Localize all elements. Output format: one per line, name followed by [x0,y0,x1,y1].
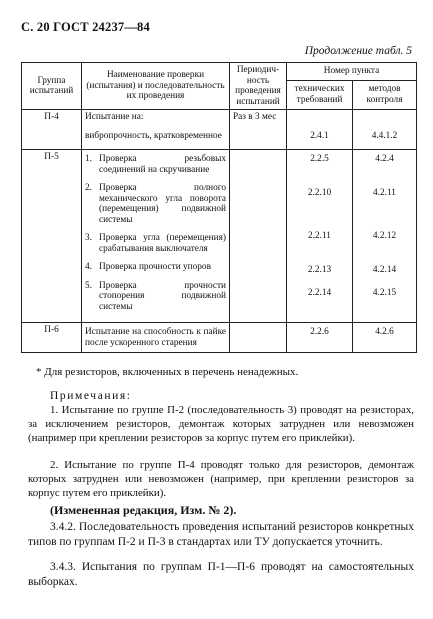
table-row [22,323,417,353]
test-groups-table [21,62,417,353]
paragraph-3-4-2: 3.4.2. Последовательность проведения испытаний резисторов конкретных типов по группам П-2 и П-3 в стандартах или ТУ допускается уточнить. [28,521,414,548]
header-periodicity: Периодич-ность проведения испытаний [230,63,287,110]
method-cell: 4.2.6 [353,323,417,353]
note-2: 2. Испытание по группе П-4 проводят только для резисторов, демонтаж которых затруднен или невозможен (например, при креплении резисторов за корпус путем его приклейки). [28,459,414,500]
header-tech-requirements: технических требований [287,80,353,109]
method-cell: 4.2.4 4.2.11 4.2.12 4.2.14 4.2.15 [353,150,417,323]
method-cell: 4.4.1.2 [353,110,417,150]
test-item-text: вибропрочность, кратковременное [85,130,222,141]
group-cell: П-6 [22,323,82,353]
table-row [22,110,417,150]
header-group: Группа испытаний [22,63,82,110]
page-title: С. 20 ГОСТ 24237—84 [21,20,150,34]
periodicity-cell: Раз в 3 мес [230,110,287,150]
test-item: 2. Проверка полного механического угла поворота (перемещения) подвижной системы [85,183,226,225]
header-name: Наименование проверки (испытания) и последовательность их проведения [82,63,230,110]
periodicity-cell [230,323,287,353]
group-cell: П-5 [22,150,82,323]
header-control-methods: методов контроля [353,80,417,109]
test-item: Испытание на способность к пайке после ускоренного старения [85,327,226,348]
table-row [22,150,417,323]
test-intro: Испытание на: [85,112,144,122]
name-cell [82,110,230,150]
tech-req-cell: 2.2.5 2.2.10 2.2.11 2.2.13 2.2.14 [287,150,353,323]
notes-title: Примечания: [50,390,132,402]
table-footnote: * Для резисторов, включенных в перечень ненадежных. [36,366,299,378]
test-item: 1. Проверка резьбовых соединений на скручивание [85,154,226,175]
note-1: 1. Испытание по группе П-2 (последовательность 3) проводят на резисторах, за исключением резисторов, демонтаж которых затруднен или невозможен (например при креплении резисторов за корпус путем его приклейки). [28,404,414,445]
test-item: 4. Проверка прочности упоров [85,262,211,272]
name-cell [82,150,230,323]
table-continuation-label: Продолжение табл. 5 [304,45,412,57]
header-item-number: Номер пункта [287,63,417,81]
tech-req-cell: 2.2.6 [287,323,353,353]
test-item: 3. Проверка угла (перемещения) срабатывания выключателя [85,233,226,254]
tech-req-cell: 2.4.1 [287,110,353,150]
paragraph-3-4-3: 3.4.3. Испытания по группам П-1—П-6 проводят на самостоятельных выборках. [28,561,414,588]
name-cell [82,323,230,353]
group-cell: П-4 [22,110,82,150]
test-item: 5. Проверка прочности стопорения подвижной системы [85,280,226,312]
periodicity-cell [230,150,287,323]
amendment-note: (Измененная редакция, Изм. № 2). [50,503,237,517]
